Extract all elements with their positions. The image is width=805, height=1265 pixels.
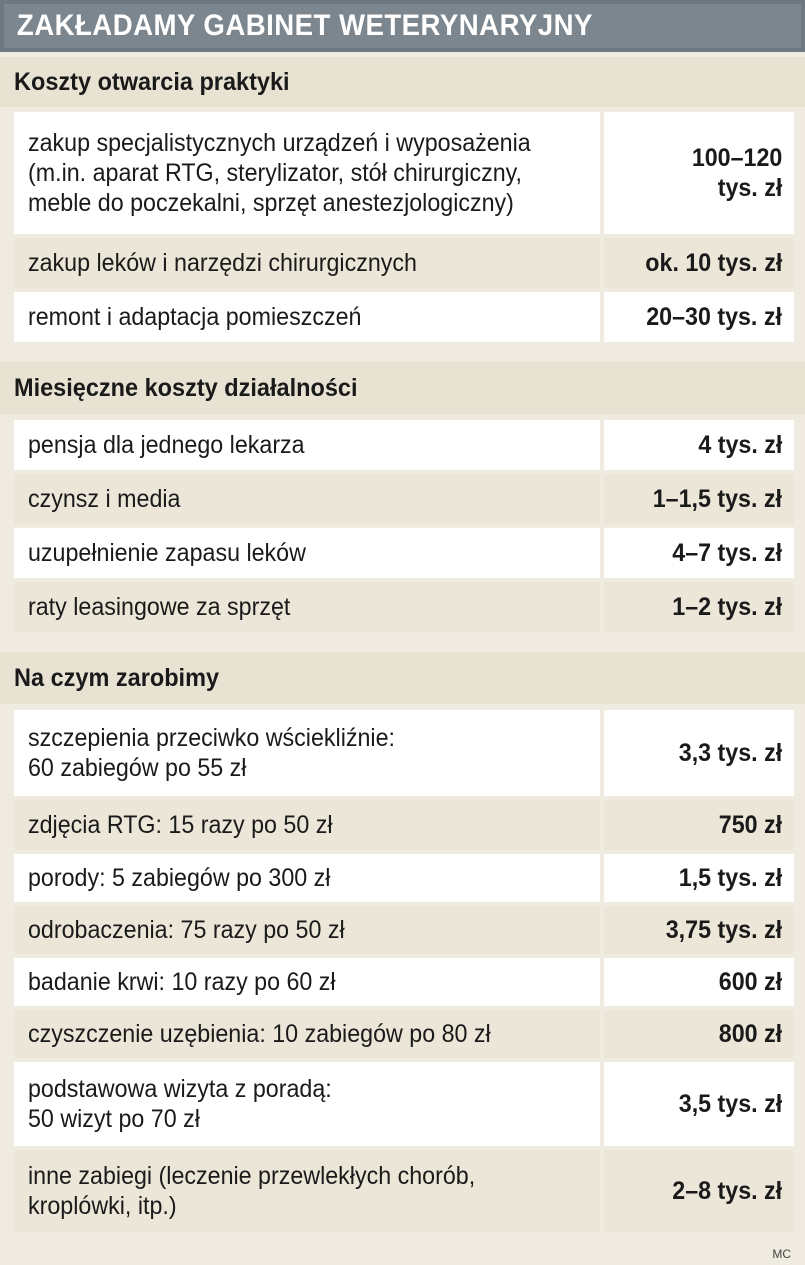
section-heading-revenue: Na czym zarobimy (0, 652, 805, 704)
row-label: szczepienia przeciwko wściekliźnie: 60 zabiegów po 55 zł (14, 710, 600, 796)
row-value: 20–30 tys. zł (604, 292, 794, 342)
row-label: zakup leków i narzędzi chirurgicznych (14, 238, 600, 288)
row-value: 3,75 tys. zł (604, 906, 794, 954)
row-label: badanie krwi: 10 razy po 60 zł (14, 958, 600, 1006)
table-row (14, 528, 794, 578)
table-row (14, 710, 794, 796)
table-row (14, 1062, 794, 1146)
section-heading-monthly-costs: Miesięczne koszty działalności (0, 362, 805, 414)
table-row (14, 1150, 794, 1232)
row-label: uzupełnienie zapasu leków (14, 528, 600, 578)
table-row (14, 420, 794, 470)
table-row (14, 292, 794, 342)
page-title: ZAKŁADAMY GABINET WETERYNARYJNY (16, 9, 593, 42)
table-row (14, 112, 794, 234)
row-label: zakup specjalistycznych urządzeń i wyposażenia (m.in. aparat RTG, sterylizator, stół chirurgiczny, meble do poczekalni, sprzęt anestezjologiczny) (14, 112, 600, 234)
row-label: raty leasingowe za sprzęt (14, 582, 600, 632)
table-row (14, 854, 794, 902)
section-heading-opening-costs: Koszty otwarcia praktyki (0, 57, 805, 107)
row-value: 3,3 tys. zł (604, 710, 794, 796)
row-value: 800 zł (604, 1010, 794, 1058)
author-credit: MC (772, 1247, 791, 1261)
row-value: 100–120 tys. zł (604, 112, 794, 234)
table-row (14, 800, 794, 850)
table-row (14, 906, 794, 954)
table-row (14, 582, 794, 632)
row-label: inne zabiegi (leczenie przewlekłych chorób, kroplówki, itp.) (14, 1150, 600, 1232)
row-value: 1–1,5 tys. zł (604, 474, 794, 524)
row-label: podstawowa wizyta z poradą: 50 wizyt po 70 zł (14, 1062, 600, 1146)
row-value: 600 zł (604, 958, 794, 1006)
row-value: 3,5 tys. zł (604, 1062, 794, 1146)
row-value: 1,5 tys. zł (604, 854, 794, 902)
table-row (14, 238, 794, 288)
row-value: 1–2 tys. zł (604, 582, 794, 632)
table-row (14, 474, 794, 524)
row-label: porody: 5 zabiegów po 300 zł (14, 854, 600, 902)
row-label: odrobaczenia: 75 razy po 50 zł (14, 906, 600, 954)
table-row (14, 1010, 794, 1058)
row-value: 750 zł (604, 800, 794, 850)
title-bar (0, 0, 805, 52)
row-label: pensja dla jednego lekarza (14, 420, 600, 470)
row-value: 2–8 tys. zł (604, 1150, 794, 1232)
row-value: ok. 10 tys. zł (604, 238, 794, 288)
row-value: 4 tys. zł (604, 420, 794, 470)
row-label: zdjęcia RTG: 15 razy po 50 zł (14, 800, 600, 850)
row-label: czynsz i media (14, 474, 600, 524)
table-row (14, 958, 794, 1006)
row-value: 4–7 tys. zł (604, 528, 794, 578)
row-label: czyszczenie uzębienia: 10 zabiegów po 80 zł (14, 1010, 600, 1058)
row-label: remont i adaptacja pomieszczeń (14, 292, 600, 342)
